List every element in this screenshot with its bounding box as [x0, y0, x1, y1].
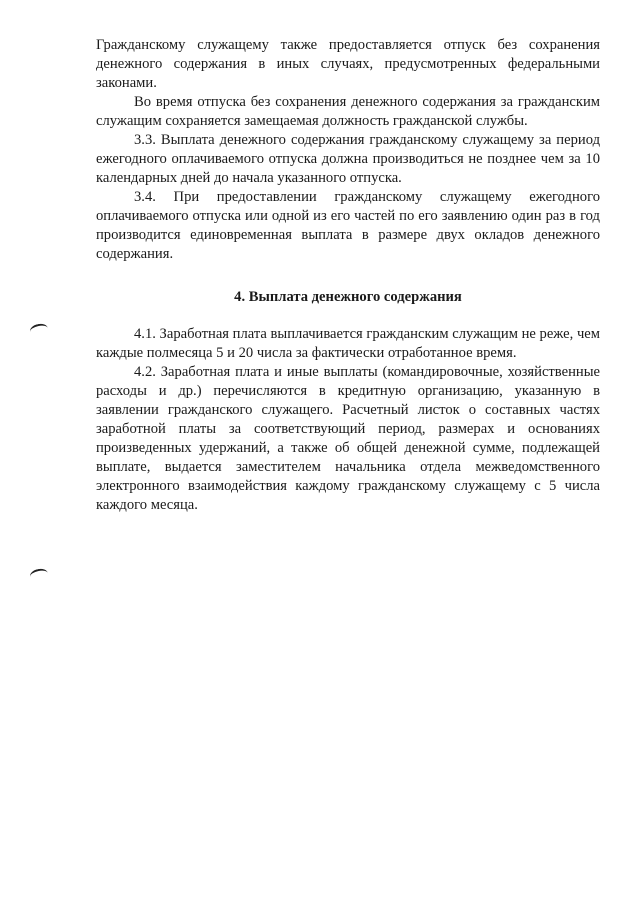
paragraph-4-2: 4.2. Заработная плата и иные выплаты (командировочные, хозяйственные расходы и др.) перечисляются в кредитную организацию, указанную в заявлении гражданского служащего. Расчетный листок о составных частях заработной платы за соответствующий период, размерах и основаниях произведенных удержаний, а также об общей денежной сумме, подлежащей выплате, выдается заместителем начальника отдела межведомственного электронного взаимодействия каждому гражданскому служащему с 5 числа каждого месяца. [96, 364, 600, 513]
binder-hole-mark [29, 322, 49, 337]
section-heading: 4. Выплата денежного содержания [234, 289, 462, 305]
paragraph-3-3: 3.3. Выплата денежного содержания гражданскому служащему за период ежегодного оплачиваемого отпуска должна производиться не позднее чем за 10 календарных дней до начала указанного отпуска. [96, 132, 600, 186]
paragraph-leave-other-cases: Гражданскому служащему также предоставляется отпуск без сохранения денежного содержания в иных случаях, предусмотренных федеральными законами. [96, 37, 600, 91]
binder-hole-mark [29, 567, 49, 582]
paragraph-3-4: 3.4. При предоставлении гражданскому служащему ежегодного оплачиваемого отпуска или одной из его частей по его заявлению один раз в год производится единовременная выплата в размере двух окладов денежного содержания. [96, 189, 600, 262]
document-body [96, 36, 600, 515]
paragraph-4-1: 4.1. Заработная плата выплачивается гражданским служащим не реже, чем каждые полмесяца 5 и 20 числа за фактически отработанное время. [96, 326, 601, 361]
paragraph-position-retained: Во время отпуска без сохранения денежного содержания за гражданским служащим сохраняется замещаемая должность гражданской службы. [96, 94, 600, 129]
